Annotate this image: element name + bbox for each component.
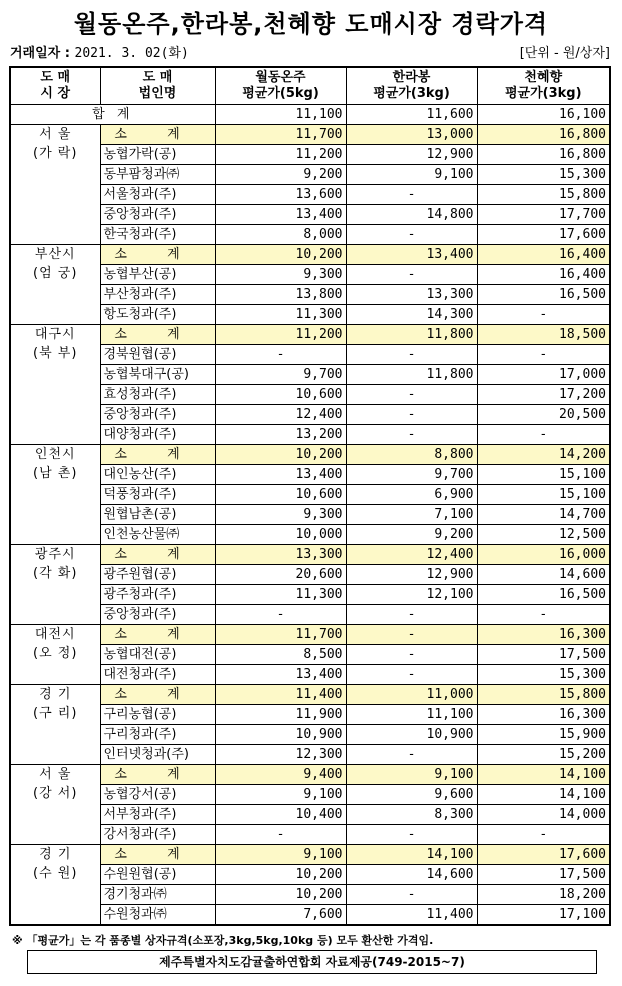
corp-name: 효성청과(주) — [100, 385, 215, 405]
price-cell: 15,800 — [477, 185, 610, 205]
price-cell: - — [346, 665, 477, 685]
price-cell: 16,400 — [477, 245, 610, 265]
region-name: (엄 궁) — [33, 266, 78, 281]
price-cell: 10,200 — [215, 885, 346, 905]
table-row — [10, 705, 610, 725]
region-cell — [10, 445, 100, 545]
corp-name: 인천농산물㈜ — [100, 525, 215, 545]
price-cell: - — [346, 885, 477, 905]
price-cell: 11,300 — [215, 305, 346, 325]
subtotal-row — [10, 245, 610, 265]
price-cell: 11,200 — [215, 145, 346, 165]
price-cell: 12,400 — [215, 405, 346, 425]
corp-name: 농협대전(공) — [100, 645, 215, 665]
price-cell: 14,800 — [346, 205, 477, 225]
trade-date — [10, 42, 189, 61]
region-name: 경 기 — [39, 847, 72, 862]
price-cell: 16,800 — [477, 125, 610, 145]
subtotal-label: 소 계 — [100, 325, 215, 345]
table-row — [10, 825, 610, 845]
price-cell: 15,100 — [477, 485, 610, 505]
region-cell — [10, 625, 100, 685]
price-cell: 11,700 — [215, 125, 346, 145]
price-cell: 17,600 — [477, 845, 610, 865]
price-cell: 20,600 — [215, 565, 346, 585]
table-row — [10, 565, 610, 585]
region-name: (남 촌) — [33, 466, 78, 481]
price-cell: 10,000 — [215, 525, 346, 545]
price-cell: 12,300 — [215, 745, 346, 765]
price-cell: 9,200 — [346, 525, 477, 545]
subtotal-label: 소 계 — [100, 625, 215, 645]
price-cell: 12,400 — [346, 545, 477, 565]
total-label: 합 계 — [10, 105, 215, 125]
table-row — [10, 385, 610, 405]
price-cell: 16,300 — [477, 705, 610, 725]
price-cell: 9,300 — [215, 265, 346, 285]
price-cell: 15,100 — [477, 465, 610, 485]
subtotal-row — [10, 125, 610, 145]
price-cell: 9,100 — [346, 765, 477, 785]
header-col3: 천혜향 평균가(3kg) — [477, 67, 610, 105]
price-cell: - — [477, 425, 610, 445]
subtotal-row — [10, 685, 610, 705]
price-cell: 16,000 — [477, 545, 610, 565]
total-value: 16,100 — [477, 105, 610, 125]
price-cell: 14,600 — [477, 565, 610, 585]
price-cell: 12,900 — [346, 565, 477, 585]
subtotal-label: 소 계 — [100, 685, 215, 705]
table-row — [10, 605, 610, 625]
region-cell — [10, 125, 100, 245]
price-cell: 13,600 — [215, 185, 346, 205]
price-cell: 11,800 — [346, 325, 477, 345]
price-cell: 14,100 — [346, 845, 477, 865]
price-cell: - — [346, 625, 477, 645]
table-row — [10, 725, 610, 745]
price-cell: 11,300 — [215, 585, 346, 605]
price-cell: 14,100 — [477, 785, 610, 805]
table-row — [10, 165, 610, 185]
price-cell: 18,200 — [477, 885, 610, 905]
corp-name: 중앙청과(주) — [100, 405, 215, 425]
price-cell: 13,000 — [346, 125, 477, 145]
price-cell: 16,300 — [477, 625, 610, 645]
corp-name: 중앙청과(주) — [100, 605, 215, 625]
header-col2: 한라봉 평균가(3kg) — [346, 67, 477, 105]
price-cell: 17,500 — [477, 865, 610, 885]
table-row — [10, 145, 610, 165]
subtotal-row — [10, 545, 610, 565]
total-value: 11,600 — [346, 105, 477, 125]
subtotal-row — [10, 765, 610, 785]
price-cell: 17,200 — [477, 385, 610, 405]
subtotal-label: 소 계 — [100, 445, 215, 465]
total-value: 11,100 — [215, 105, 346, 125]
price-cell: - — [346, 345, 477, 365]
price-cell: 8,300 — [346, 805, 477, 825]
subtotal-row — [10, 445, 610, 465]
total-row — [10, 105, 610, 125]
table-row — [10, 265, 610, 285]
price-cell: - — [215, 825, 346, 845]
price-cell: 14,300 — [346, 305, 477, 325]
corp-name: 농협가락(공) — [100, 145, 215, 165]
corp-name: 농협북대구(공) — [100, 365, 215, 385]
price-cell: 9,600 — [346, 785, 477, 805]
price-cell: 11,200 — [215, 325, 346, 345]
price-cell: 10,600 — [215, 485, 346, 505]
corp-name: 대인농산(주) — [100, 465, 215, 485]
price-cell: 7,600 — [215, 905, 346, 926]
corp-name: 광주원협(공) — [100, 565, 215, 585]
price-cell: 14,700 — [477, 505, 610, 525]
price-cell: 14,600 — [346, 865, 477, 885]
price-cell: 10,900 — [346, 725, 477, 745]
price-cell: 17,700 — [477, 205, 610, 225]
price-cell: - — [477, 605, 610, 625]
price-cell: 17,600 — [477, 225, 610, 245]
price-cell: 13,400 — [346, 245, 477, 265]
price-cell: 11,400 — [346, 905, 477, 926]
price-cell: 9,100 — [346, 165, 477, 185]
table-row — [10, 525, 610, 545]
corp-name: 덕풍청과(주) — [100, 485, 215, 505]
corp-name: 농협부산(공) — [100, 265, 215, 285]
table-row — [10, 285, 610, 305]
region-cell — [10, 545, 100, 625]
region-name: (오 정) — [33, 646, 78, 661]
price-cell: - — [477, 825, 610, 845]
price-cell: 16,400 — [477, 265, 610, 285]
corp-name: 경북원협(공) — [100, 345, 215, 365]
table-row — [10, 205, 610, 225]
price-cell: 11,100 — [346, 705, 477, 725]
region-name: 서 울 — [39, 767, 72, 782]
unit-label: [단위 - 원/상자] — [519, 46, 610, 61]
corp-name: 중앙청과(주) — [100, 205, 215, 225]
price-cell: 17,500 — [477, 645, 610, 665]
price-cell: 8,000 — [215, 225, 346, 245]
price-cell: 17,000 — [477, 365, 610, 385]
table-row — [10, 185, 610, 205]
region-cell — [10, 245, 100, 325]
price-cell: 16,500 — [477, 585, 610, 605]
table-row — [10, 905, 610, 926]
region-name: 광주시 — [34, 547, 76, 562]
table-row — [10, 305, 610, 325]
corp-name: 농협강서(공) — [100, 785, 215, 805]
price-cell: 12,900 — [346, 145, 477, 165]
price-cell: 12,100 — [346, 585, 477, 605]
price-cell: 11,000 — [346, 685, 477, 705]
price-cell: 6,900 — [346, 485, 477, 505]
header-market: 도 매 시 장 — [10, 67, 100, 105]
price-cell: 9,200 — [215, 165, 346, 185]
region-name: (북 부) — [33, 346, 78, 361]
price-cell: - — [477, 345, 610, 365]
price-cell: - — [346, 385, 477, 405]
region-name: (가 락) — [33, 146, 78, 161]
corp-name: 대전청과(주) — [100, 665, 215, 685]
corp-name: 광주청과(주) — [100, 585, 215, 605]
subtotal-row — [10, 325, 610, 345]
price-cell: - — [346, 645, 477, 665]
price-cell: 11,400 — [215, 685, 346, 705]
price-cell: 8,800 — [346, 445, 477, 465]
price-cell: 11,700 — [215, 625, 346, 645]
table-row — [10, 345, 610, 365]
price-cell: 14,100 — [477, 765, 610, 785]
corp-name: 서부청과(주) — [100, 805, 215, 825]
subtotal-label: 소 계 — [100, 245, 215, 265]
corp-name: 항도청과(주) — [100, 305, 215, 325]
price-cell: - — [346, 425, 477, 445]
price-cell: 13,400 — [215, 465, 346, 485]
price-cell: 15,800 — [477, 685, 610, 705]
price-cell: 9,700 — [215, 365, 346, 385]
corp-name: 한국청과(주) — [100, 225, 215, 245]
subtotal-row — [10, 845, 610, 865]
price-cell: - — [346, 265, 477, 285]
price-cell: 9,100 — [215, 845, 346, 865]
price-cell: 17,100 — [477, 905, 610, 926]
corp-name: 부산청과(주) — [100, 285, 215, 305]
region-cell — [10, 325, 100, 445]
table-row — [10, 785, 610, 805]
subtotal-label: 소 계 — [100, 545, 215, 565]
price-cell: 15,900 — [477, 725, 610, 745]
corp-name: 강서청과(주) — [100, 825, 215, 845]
price-cell: - — [346, 745, 477, 765]
corp-name: 구리농협(공) — [100, 705, 215, 725]
price-cell: 13,300 — [215, 545, 346, 565]
price-cell: 13,400 — [215, 205, 346, 225]
header-corp: 도 매 법인명 — [100, 67, 215, 105]
region-name: 인천시 — [34, 447, 76, 462]
price-cell: 13,300 — [346, 285, 477, 305]
price-cell: 13,800 — [215, 285, 346, 305]
region-name: (수 원) — [33, 866, 78, 881]
price-cell: 12,500 — [477, 525, 610, 545]
table-row — [10, 645, 610, 665]
table-row — [10, 585, 610, 605]
price-cell: 13,400 — [215, 665, 346, 685]
price-cell: 11,800 — [346, 365, 477, 385]
price-cell: 11,900 — [215, 705, 346, 725]
table-row — [10, 425, 610, 445]
source-box: 제주특별자치도감귤출하연합회 자료제공(749-2015~7) — [27, 950, 597, 974]
region-name: (각 화) — [33, 566, 78, 581]
price-cell: 10,900 — [215, 725, 346, 745]
price-cell: 10,600 — [215, 385, 346, 405]
header-col1: 월동온주 평균가(5kg) — [215, 67, 346, 105]
table-row — [10, 505, 610, 525]
region-name: 서 울 — [39, 127, 72, 142]
corp-name: 수원청과㈜ — [100, 905, 215, 926]
price-cell: 10,200 — [215, 445, 346, 465]
corp-name: 수원원협(공) — [100, 865, 215, 885]
price-cell: - — [346, 225, 477, 245]
table-row — [10, 365, 610, 385]
table-row — [10, 745, 610, 765]
price-cell: 9,400 — [215, 765, 346, 785]
trade-date-label: 거래일자 : — [10, 46, 70, 61]
corp-name: 서울청과(주) — [100, 185, 215, 205]
table-row — [10, 865, 610, 885]
region-cell — [10, 845, 100, 926]
price-cell: - — [215, 605, 346, 625]
price-cell: - — [346, 825, 477, 845]
table-row — [10, 805, 610, 825]
price-cell: - — [346, 605, 477, 625]
price-cell: 20,500 — [477, 405, 610, 425]
price-cell: 15,200 — [477, 745, 610, 765]
price-cell: 14,000 — [477, 805, 610, 825]
price-cell: 7,100 — [346, 505, 477, 525]
price-cell: 9,100 — [215, 785, 346, 805]
table-row — [10, 225, 610, 245]
price-cell: 8,500 — [215, 645, 346, 665]
region-cell — [10, 765, 100, 845]
corp-name: 대양청과(주) — [100, 425, 215, 445]
region-name: 대전시 — [34, 627, 76, 642]
region-name: 대구시 — [34, 327, 76, 342]
price-cell: 10,400 — [215, 805, 346, 825]
price-cell: 15,300 — [477, 165, 610, 185]
corp-name: 동부팜청과㈜ — [100, 165, 215, 185]
table-row — [10, 665, 610, 685]
price-cell: 13,200 — [215, 425, 346, 445]
table-row — [10, 885, 610, 905]
corp-name: 원협남촌(공) — [100, 505, 215, 525]
corp-name: 구리청과(주) — [100, 725, 215, 745]
table-row — [10, 465, 610, 485]
subtotal-label: 소 계 — [100, 845, 215, 865]
price-cell: 9,300 — [215, 505, 346, 525]
table-row — [10, 485, 610, 505]
region-name: 부산시 — [34, 247, 76, 262]
page-title: 월동온주,한라봉,천혜향 도매시장 경락가격 — [73, 10, 549, 38]
region-name: (구 리) — [33, 706, 78, 721]
region-name: (강 서) — [33, 786, 78, 801]
region-name: 경 기 — [39, 687, 72, 702]
price-cell: - — [215, 345, 346, 365]
table-row — [10, 405, 610, 425]
price-cell: - — [477, 305, 610, 325]
price-cell: - — [346, 185, 477, 205]
price-table — [9, 66, 611, 926]
price-cell: 14,200 — [477, 445, 610, 465]
subtotal-label: 소 계 — [100, 765, 215, 785]
footnote: ※ 「평균가」는 각 품종별 상자규격(소포장,3kg,5kg,10kg 등) 모두 환산한 가격임. — [12, 934, 434, 947]
trade-date-value: 2021. 3. 02(화) — [74, 46, 189, 61]
price-cell: 10,200 — [215, 865, 346, 885]
price-cell: 16,500 — [477, 285, 610, 305]
price-cell: 9,700 — [346, 465, 477, 485]
corp-name: 인터넷청과(주) — [100, 745, 215, 765]
corp-name: 경기청과㈜ — [100, 885, 215, 905]
price-cell: 16,800 — [477, 145, 610, 165]
price-cell: 15,300 — [477, 665, 610, 685]
price-cell: 18,500 — [477, 325, 610, 345]
price-cell: 10,200 — [215, 245, 346, 265]
header-row — [10, 67, 610, 105]
price-cell: - — [346, 405, 477, 425]
subtotal-row — [10, 625, 610, 645]
subtotal-label: 소 계 — [100, 125, 215, 145]
region-cell — [10, 685, 100, 765]
